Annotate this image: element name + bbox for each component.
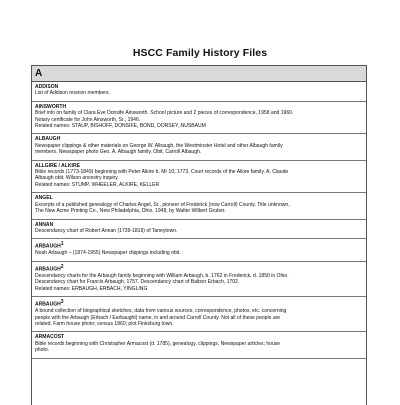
entry-description-line: Descendancy charts for the Arbaugh family beginning with William Arbaugh, b. 1762 in Frederick, d. 1850 in Ohio. bbox=[35, 272, 289, 279]
entry-description-line: Related names: STAUP, BISHOFF, DONSIFE, BOND, DORSEY, NUSBAUM bbox=[35, 123, 206, 130]
table-row bbox=[32, 161, 366, 194]
entry-superscript: 2 bbox=[60, 263, 64, 270]
entry-name-line bbox=[35, 241, 363, 250]
entry-name: ANGEL bbox=[35, 195, 53, 202]
entry-description-line: Brief info on family of Clara Eve Donsife Ainsworth. School picture and 2 pieces of correspondence, 1958 and 1960. bbox=[35, 110, 294, 117]
table-row bbox=[32, 102, 366, 135]
document-title: HSCC Family History Files bbox=[132, 47, 268, 59]
entry-name: ANNAN bbox=[35, 221, 54, 228]
entry-description-line: Descendancy chart for Francis Arbaugh, 1757. Descendancy chart of Baltzer Erbach, 1702. bbox=[35, 279, 240, 286]
entry-name: ALBAUGH bbox=[35, 136, 61, 143]
table-row bbox=[32, 239, 366, 261]
table-row bbox=[32, 332, 366, 358]
entry-description-line: Notary certificate for John Ainsworth, Sr., 1946. bbox=[35, 116, 141, 123]
entry-description-line: Newspaper clippings & other materials on George W. Albaugh, the Westminster Hotel and other Albaugh family bbox=[35, 142, 283, 149]
entry-name-line bbox=[35, 264, 363, 273]
entry-name: ARMACOST bbox=[35, 334, 65, 341]
entry-description-line: Bible records beginning with Christopher Armacost (d. 1785), genealogy, clippings. Newspaper articles; house bbox=[35, 340, 281, 347]
entry-description-line: The New Acme Printing Co., New Philadelphia, Ohio, 1948, by Walter Wilbert Gruber. bbox=[35, 208, 226, 215]
entry-description-line: Bible records (1773-1849) beginning with Peter Alkire b. Mr 10, 1773. Court records of the Alkire family. A. Claude bbox=[35, 169, 289, 176]
entry-name: AINSWORTH bbox=[35, 103, 67, 110]
entry-description-line: Noah Arbaugh – (1874-1955) Newspaper clippings including obit. bbox=[35, 250, 181, 257]
entry-name: ALLGIRE / ALKIRE bbox=[35, 162, 80, 169]
entry-description-line: related. Farm house photo; census 1860; plot Finksburg town. bbox=[35, 320, 174, 327]
entry-description-line: List of Addison reunion members. bbox=[35, 90, 110, 97]
table-row bbox=[32, 193, 366, 219]
entry-description-line: people with the Arbaugh (Erbach / Earbaught) name, in and around Carroll County. Not all of these people are bbox=[35, 314, 281, 321]
table-row bbox=[32, 220, 366, 240]
table-row bbox=[32, 82, 366, 102]
section-header-a: A bbox=[32, 65, 366, 82]
table-row bbox=[32, 262, 366, 297]
table-row bbox=[32, 134, 366, 160]
table-row bbox=[32, 297, 366, 332]
entry-name: ADDISON bbox=[35, 84, 59, 90]
entry-superscript: 1 bbox=[60, 241, 64, 248]
entry-description-line: Related names: ERBAUGH, ERBACH, YINGLING bbox=[35, 285, 148, 292]
entry-description-line: Albaugh obit. Wilson ancestry inquiry. bbox=[35, 175, 119, 182]
entry-description-line: Descendancy chart of Robert Annan (1739-1819) of Taneytown. bbox=[35, 227, 178, 234]
entry-name-line bbox=[35, 299, 363, 308]
entry-description-line: members. Newspaper photo Geo. A. Albaugh family. Obit, Carroll Albaugh. bbox=[35, 149, 202, 156]
entry-name: ARBAUGH bbox=[35, 301, 61, 308]
entry-description-line: photo. bbox=[35, 347, 50, 354]
entry-description-line: Excerpts of a published genealogy of Charles Angel, Sr., pioneer of Frederick (now Carroll) County. Title unknown, bbox=[35, 201, 290, 208]
entry-description-line: A bound collection of biographical sketches, data from various sources, correspondence, photos, etc. concerning bbox=[35, 308, 287, 315]
family-files-table bbox=[31, 65, 367, 405]
entry-superscript: 3 bbox=[60, 299, 64, 306]
entries-list bbox=[32, 82, 366, 359]
entry-name: ARBAUGH bbox=[35, 243, 61, 250]
entry-name: ARBAUGH bbox=[35, 266, 61, 273]
entry-description-line: Related names: STUMP, WHEELER, ALKIRE, KELLER bbox=[35, 181, 160, 188]
